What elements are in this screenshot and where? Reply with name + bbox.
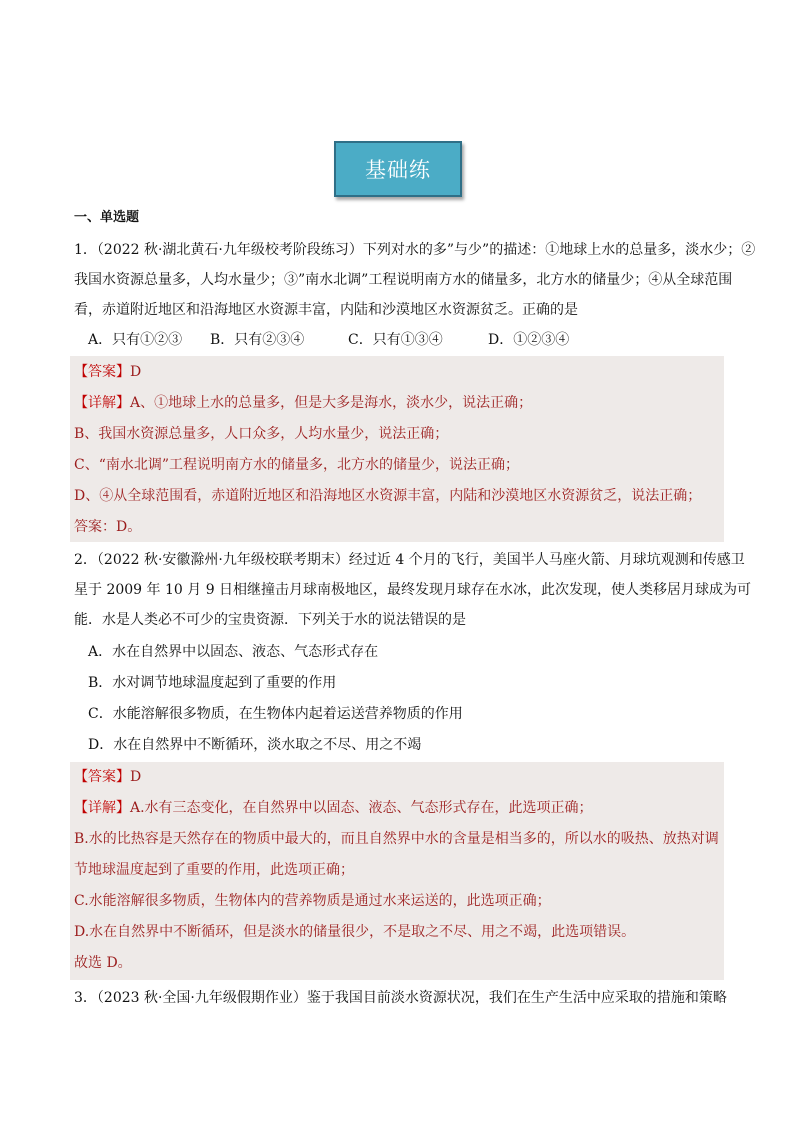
- q1-detail-line-4: D、④从全球范围看，赤道附近地区和沿海地区水资源丰富，内陆和沙漠地区水资源贫乏，说法正确；: [74, 488, 702, 504]
- q2-stem-line-1: 2．（2022 秋·安徽滁州·九年级校联考期末）经过近 4 个月的飞行，美国半人马座火箭、月球坑观测和传感卫: [74, 552, 745, 568]
- q2-stem-line-2: 星于 2009 年 10 月 9 日相继撞击月球南极地区，最终发现月球存在水冰，此次发现，使人类移居月球成为可: [74, 582, 752, 598]
- q2-detail-line-4: C.水能溶解很多物质，生物体内的营养物质是通过水来运送的，此选项正确；: [74, 893, 551, 909]
- q2-detail-tag: 【详解】: [74, 800, 130, 816]
- q1-answer-value: D: [130, 364, 142, 380]
- section-badge: 基础练: [334, 141, 462, 197]
- q1-stem-line-2: 我国水资源总量多，人均水量少；③”南水北调”工程说明南方水的储量多，北方水的储量少；④从全球范围: [74, 272, 733, 288]
- q1-detail-text-1: A、①地球上水的总量多，但是大多是海水，淡水少，说法正确；: [130, 395, 533, 411]
- q1-stem-line-1: 1．（2022 秋·湖北黄石·九年级校考阶段练习）下列对水的多”与少”的描述：①地球上水的总量多，淡水少；②: [74, 242, 756, 258]
- q1-answer-tag: 【答案】: [74, 364, 130, 380]
- q2-answer: [74, 767, 724, 787]
- q1-detail-line-1: [74, 393, 724, 413]
- q2-stem-line-3: 能．水是人类必不可少的宝贵资源．下列关于水的说法错误的是: [74, 612, 466, 628]
- q1-options: [88, 330, 736, 350]
- q3-stem-line-1: 3．（2023 秋·全国·九年级假期作业）鉴于我国目前淡水资源状况，我们在生产生活中应采取的措施和策略: [74, 990, 727, 1006]
- q2-option-d: D．水在自然界中不断循环，淡水取之不尽、用之不竭: [88, 737, 422, 753]
- q2-detail-line-1: [74, 798, 724, 818]
- q2-option-c: C．水能溶解很多物质，在生物体内起着运送营养物质的作用: [88, 706, 463, 722]
- q1-detail-line-2: B、我国水资源总量多，人口众多，人均水量少，说法正确；: [74, 426, 449, 442]
- q1-option-c: C．只有①③④: [348, 332, 443, 348]
- q2-detail-line-6: 故选 D。: [74, 955, 132, 971]
- q2-answer-value: D: [130, 769, 142, 785]
- q2-answer-tag: 【答案】: [74, 769, 130, 785]
- q2-option-a: A．水在自然界中以固态、液态、气态形式存在: [88, 644, 379, 660]
- q1-answer-panel: [70, 356, 724, 542]
- q1-detail-tag: 【详解】: [74, 395, 130, 411]
- q1-option-a: A．只有①②③: [88, 332, 183, 348]
- q2-detail-line-5: D.水在自然界中不断循环，但是淡水的储量很少，不是取之不尽、用之不竭，此选项错误。: [74, 924, 636, 940]
- q1-stem-line-3: 看，赤道附近地区和沿海地区水资源丰富，内陆和沙漠地区水资源贫乏。正确的是: [74, 302, 578, 318]
- q2-detail-line-2: B.水的比热容是天然存在的物质中最大的，而且自然界中水的含量是相当多的，所以水的吸热、放热对调: [74, 831, 719, 847]
- q2-detail-line-3: 节地球温度起到了重要的作用，此选项正确；: [74, 862, 354, 878]
- q1-answer: [74, 362, 724, 382]
- q1-option-d: D．①②③④: [488, 332, 570, 348]
- q1-detail-line-5: 答案：D。: [74, 519, 142, 535]
- q2-option-b: B．水对调节地球温度起到了重要的作用: [88, 675, 337, 691]
- q2-detail-text-1: A.水有三态变化，在自然界中以固态、液态、气态形式存在，此选项正确；: [130, 800, 593, 816]
- q1-detail-line-3: C、“南水北调”工程说明南方水的储量多，北方水的储量少，说法正确；: [74, 457, 520, 473]
- section-title: 一、单选题: [74, 210, 140, 225]
- q1-option-b: B．只有②③④: [210, 332, 305, 348]
